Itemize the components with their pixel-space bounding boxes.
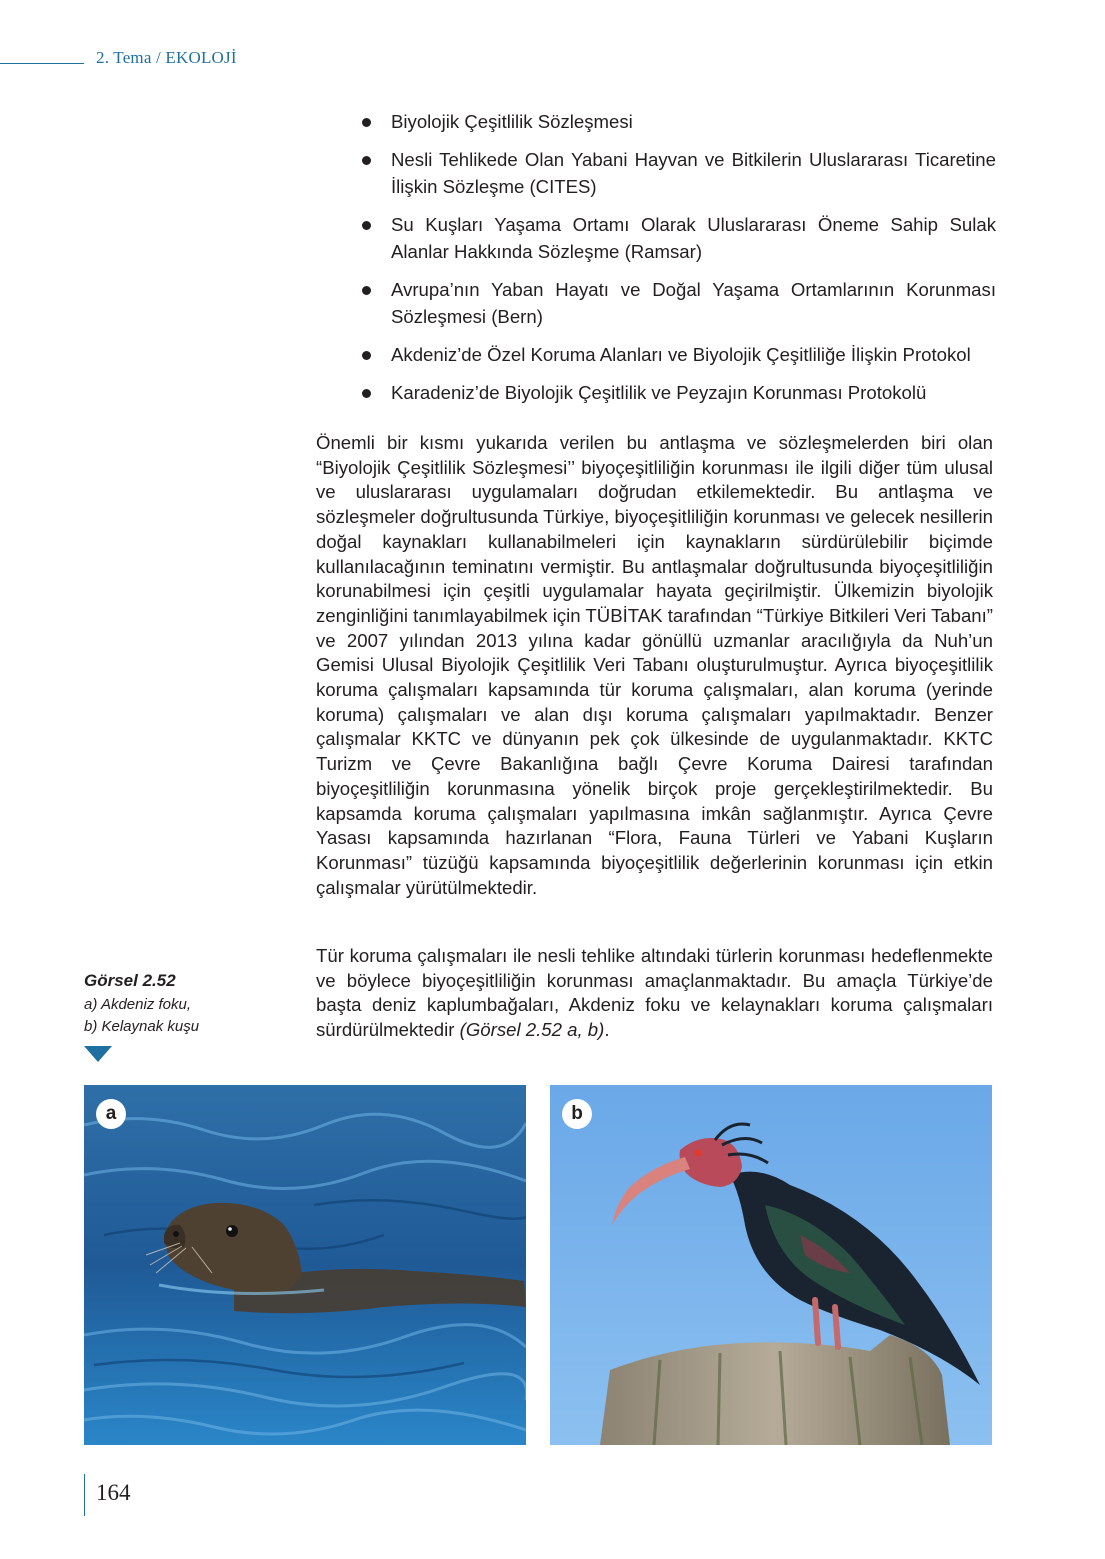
- list-item: [356, 211, 996, 265]
- list-item-text: Su Kuşları Yaşama Ortamı Olarak Uluslararası Öneme Sahip Sulak Alanlar Hakkında Sözleşme (Ramsar): [391, 214, 996, 262]
- ibis-illustration: [550, 1085, 992, 1445]
- paragraph-end: .: [604, 1019, 610, 1041]
- header-rule: [0, 63, 84, 64]
- list-item: [356, 108, 996, 135]
- photo-label-a: a: [96, 1099, 126, 1129]
- bullet-icon: [362, 389, 371, 398]
- list-item: [356, 341, 996, 368]
- list-item-text: Biyolojik Çeşitlilik Sözleşmesi: [391, 111, 633, 132]
- list-item-text: Nesli Tehlikede Olan Yabani Hayvan ve Bitkilerin Uluslararası Ticaretine İlişkin Sözleşme (CITES): [391, 149, 996, 197]
- list-item-text: Avrupa’nın Yaban Hayatı ve Doğal Yaşama Ortamlarının Korunması Sözleşmesi (Bern): [391, 279, 996, 327]
- figure-caption: [84, 968, 284, 1062]
- body-paragraph-2: [316, 944, 993, 1043]
- photo-monk-seal: [84, 1085, 526, 1445]
- bullet-icon: [362, 156, 371, 165]
- seal-illustration: [84, 1085, 526, 1445]
- photo-label-b: b: [562, 1099, 592, 1129]
- caption-line-b: b) Kelaynak kuşu: [84, 1018, 200, 1035]
- bullet-icon: [362, 118, 371, 127]
- list-item: [356, 276, 996, 330]
- list-item: [356, 146, 996, 200]
- page-number-rule: [84, 1474, 85, 1516]
- page-number: 164: [96, 1480, 131, 1505]
- agreements-list: [356, 108, 996, 417]
- bullet-icon: [362, 351, 371, 360]
- list-item: [356, 379, 996, 406]
- chapter-header: 2. Tema / EKOLOJİ: [96, 48, 237, 67]
- paragraph-text: Tür koruma çalışmaları ile nesli tehlike altındaki türlerin korunması hedeflenmekte ve böylece biyoçeşitliliğin korunması amaçlanmaktadır. Bu amaçla Türkiye’de başta deniz kaplumbağaları, Akdeniz foku ve kelaynakları koruma çalışmaları sürdürülmektedir: [316, 945, 993, 1041]
- bullet-icon: [362, 286, 371, 295]
- list-item-text: Akdeniz’de Özel Koruma Alanları ve Biyolojik Çeşitliliğe İlişkin Protokol: [391, 344, 971, 365]
- bullet-icon: [362, 221, 371, 230]
- body-paragraph-1: Önemli bir kısmı yukarıda verilen bu antlaşma ve sözleşmelerden biri olan “Biyolojik Çeşitlilik Sözleşmesi’’ biyoçeşitliliğin korunması ile ilgili diğer tüm ulusal ve uluslararası uygulamaları doğrudan etkilemektedir. Bu antlaşma ve sözleşmeler doğrultusunda Türkiye, biyoçeşitliliğin korunması ve gelecek nesillerin doğal kaynakları kullanabilmeleri için kaynakların sürdürülebilir biçimde kullanılacağının teminatını vermiştir. Bu antlaşmalar doğrultusunda biyoçeşitliliğin korunabilmesi için çeşitli uygulamalar hayata geçirilmiştir. Ülkemizin biyolojik zenginliğini tanımlayabilmek için TÜBİTAK tarafından “Türkiye Bitkileri Veri Tabanı” ve 2007 yılından 2013 yılına kadar gönüllü uzmanlar aracılığıyla da Nuh’un Gemisi Ulusal Biyolojik Çeşitlilik Veri Tabanı oluşturulmuştur. Ayrıca biyoçeşitlilik koruma çalışmaları kapsamında tür koruma çalışmaları, alan koruma (yerinde koruma) çalışmaları ve alan dışı koruma çalışmaları yapılmaktadır. Benzer çalışmalar KKTC ve dünyanın pek çok ülkesinde de uygulanmaktadır. KKTC Turizm ve Çevre Bakanlığına bağlı Çevre Koruma Dairesi tarafından biyoçeşitliliğin korunmasına yönelik birçok proje gerçekleştirilmektedir. Bu kapsamda koruma çalışmaları yapılmasına imkân sağlanmıştır. Ayrıca Çevre Yasası kapsamında hazırlanan “Flora, Fauna Türleri ve Yabani Kuşların Korunması” tüzüğü kapsamında biyoçeşitlilik değerlerinin korunması için etkin çalışmalar yürütülmektedir.: [316, 432, 993, 898]
- photo-bald-ibis: [550, 1085, 992, 1445]
- down-arrow-icon: [84, 1046, 112, 1062]
- caption-line-a: a) Akdeniz foku,: [84, 996, 191, 1013]
- figure-reference: (Görsel 2.52 a, b): [459, 1019, 605, 1041]
- list-item-text: Karadeniz’de Biyolojik Çeşitlilik ve Peyzajın Korunması Protokolü: [391, 382, 927, 403]
- caption-title: Görsel 2.52: [84, 971, 176, 990]
